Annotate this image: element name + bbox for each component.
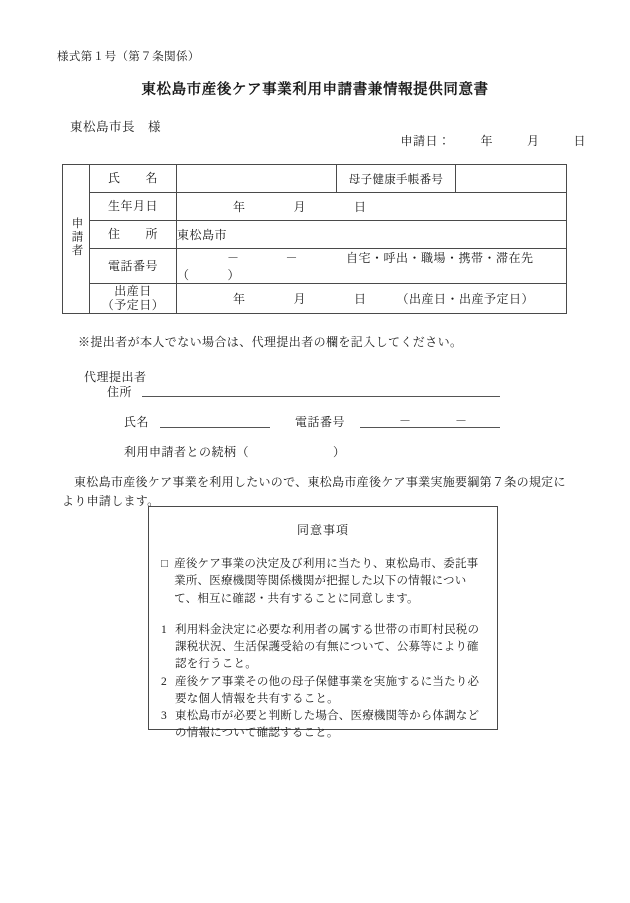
telephone-value-cell[interactable] [177, 249, 567, 284]
consent-box [148, 506, 498, 740]
proxy-name-label: 氏名 [124, 415, 150, 429]
birthdate-label-cell: 生年月日 [90, 193, 177, 221]
addressee: 東松島市長 様 [70, 120, 162, 134]
application-date-month-unit: 月 [526, 134, 540, 148]
checkbox-icon[interactable]: □ [161, 558, 169, 570]
telephone-label-cell: 電話番号 [90, 249, 177, 284]
proxy-telephone-dash-1: － [399, 414, 412, 428]
telephone-dash-1: － [227, 251, 240, 265]
consent-title: 同意事項 [296, 523, 349, 537]
birthdate-day-unit: 日 [354, 200, 367, 214]
consent-item-text: 産後ケア事業その他の母子保健事業を実施するに当たり必要な個人情報を共有すること。 [175, 675, 480, 705]
table-row [63, 284, 567, 314]
proxy-telephone-label: 電話番号 [295, 415, 346, 429]
proxy-address-label: 住所 [107, 385, 133, 399]
address-label-cell: 住 所 [90, 221, 177, 249]
delivery-date-label-line1: 出産日 [114, 284, 152, 298]
delivery-year-unit: 年 [233, 291, 246, 306]
birthdate-year-unit: 年 [233, 200, 246, 214]
maternal-handbook-number-label: 母子健康手帳番号 [337, 165, 456, 193]
application-date-day-unit: 日 [573, 134, 586, 148]
proxy-name-input[interactable] [160, 427, 270, 428]
name-value-cell[interactable] [177, 165, 337, 193]
delivery-day-unit: 日 [354, 291, 367, 306]
address-value-cell[interactable]: 東松島市 [177, 221, 567, 249]
list-item [161, 674, 485, 709]
form-code: 様式第１号（第７条関係） [57, 51, 200, 63]
consent-intro-row [161, 556, 485, 608]
delivery-date-note: （出産日・出産予定日） [396, 291, 535, 306]
consent-item-text: 利用料金決定に必要な利用者の属する世帯の市町村民税の課税状況、生活保護受給の有無について、公募等により確認を行うこと。 [175, 623, 480, 671]
consent-item-number: 2 [161, 675, 167, 688]
application-date-line [400, 132, 586, 149]
application-date-label: 申請日： [400, 134, 451, 148]
delivery-date-label-line2: （予定日） [101, 298, 165, 313]
proxy-section-title: 代理提出者 [84, 370, 147, 384]
proxy-telephone-input[interactable] [360, 427, 500, 428]
table-row [63, 221, 567, 249]
proxy-telephone-dash-2: － [455, 414, 468, 428]
proxy-relationship-label: 利用申請者との続柄（ [124, 445, 250, 459]
delivery-month-unit: 月 [293, 291, 307, 306]
telephone-type-close-paren: ） [227, 268, 241, 282]
proxy-address-input[interactable] [142, 396, 500, 397]
delivery-date-value-cell[interactable] [177, 284, 567, 314]
list-item [161, 622, 485, 674]
list-item [161, 708, 485, 743]
name-label-cell: 氏 名 [90, 165, 177, 193]
birthdate-value-cell[interactable] [177, 193, 567, 221]
consent-item-number: 1 [161, 623, 167, 636]
consent-item-number: 3 [161, 710, 167, 722]
consent-intro-text: 産後ケア事業の決定及び利用に当たり、東松島市、委託事業所、医療機関等関係機関が把握した以下の情報について、相互に確認・共有することに同意します。 [174, 558, 479, 605]
consent-items-list [161, 622, 485, 743]
table-row [63, 249, 567, 284]
request-paragraph: 東松島市産後ケア事業を利用したいので、東松島市産後ケア事業実施要綱第７条の規定により申請します。 [62, 475, 566, 508]
telephone-type-options: 自宅・呼出・職場・携帯・滞在先（ [177, 251, 534, 282]
proxy-relationship-field[interactable] [124, 443, 346, 460]
table-row [63, 165, 567, 193]
table-row [63, 193, 567, 221]
applicant-table [62, 164, 567, 314]
applicant-vertical-header: 申請者 [63, 165, 90, 314]
maternal-handbook-number-value[interactable] [456, 165, 567, 193]
application-date-year-unit: 年 [480, 134, 493, 148]
birthdate-month-unit: 月 [293, 200, 307, 214]
proxy-note: ※提出者が本人でない場合は、代理提出者の欄を記入してください。 [78, 335, 463, 349]
telephone-dash-2: － [285, 251, 299, 265]
proxy-relationship-close-paren: ） [333, 445, 346, 459]
delivery-date-label-cell [90, 284, 177, 314]
page-title: 東松島市産後ケア事業利用申請書兼情報提供同意書 [141, 82, 489, 98]
consent-item-text: 東松島市が必要と判断した場合、医療機関等から体調などの情報について確認すること。 [175, 710, 480, 740]
